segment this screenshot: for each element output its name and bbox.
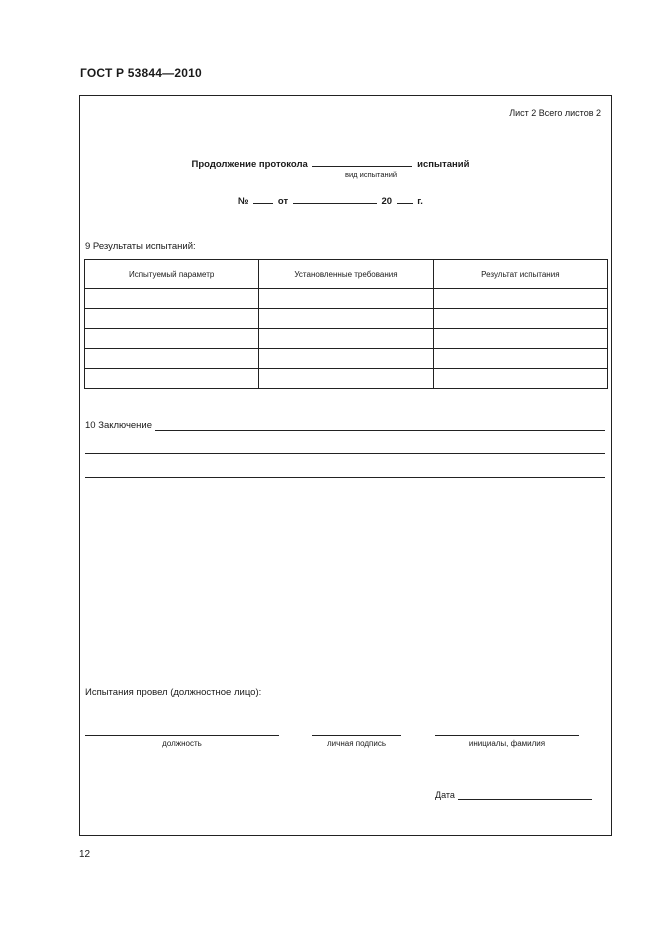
table-cell <box>433 369 607 389</box>
table-cell <box>259 309 433 329</box>
continuation-suffix: испытаний <box>417 159 470 170</box>
test-type-blank <box>312 157 412 167</box>
table-cell <box>85 289 259 309</box>
column-header: Результат испытания <box>433 260 607 289</box>
conducted-by-label: Испытания провел (должностное лицо): <box>85 687 262 698</box>
position-line <box>85 735 279 736</box>
section-10-conclusion <box>85 420 605 431</box>
table-cell <box>433 289 607 309</box>
table-cell <box>433 329 607 349</box>
results-table <box>84 259 608 389</box>
page-number: 12 <box>79 849 91 860</box>
signature-caption: личная подпись <box>327 739 386 748</box>
table-row <box>85 369 608 389</box>
date-label: Дата <box>435 790 455 800</box>
column-header: Испытуемый параметр <box>85 260 259 289</box>
date-field <box>435 790 592 800</box>
document-standard-header: ГОСТ Р 53844—2010 <box>80 66 202 80</box>
year-suffix: г. <box>417 196 423 207</box>
table-cell <box>259 289 433 309</box>
test-type-caption: вид испытаний <box>345 170 398 179</box>
conclusion-blank-2 <box>85 453 605 454</box>
section-10-title: 10 Заключение <box>85 420 153 431</box>
table-cell <box>85 309 259 329</box>
protocol-number-line <box>0 194 661 207</box>
date-blank <box>293 194 377 204</box>
results-header-row <box>85 260 608 289</box>
from-word: от <box>277 196 289 207</box>
table-cell <box>259 369 433 389</box>
position-caption: должность <box>162 739 202 748</box>
table-cell <box>85 369 259 389</box>
name-caption: инициалы, фамилия <box>468 739 546 748</box>
column-header: Установленные требования <box>259 260 433 289</box>
table-cell <box>85 329 259 349</box>
year-prefix: 20 <box>381 196 393 207</box>
table-cell <box>259 329 433 349</box>
table-cell <box>433 309 607 329</box>
table-cell <box>85 349 259 369</box>
table-row <box>85 289 608 309</box>
name-line <box>435 735 579 736</box>
protocol-continuation-line <box>0 157 661 170</box>
number-sign: № <box>238 196 249 207</box>
table-row <box>85 309 608 329</box>
section-9-title: 9 Результаты испытаний: <box>85 241 196 252</box>
continuation-prefix: Продолжение протокола <box>191 159 308 170</box>
date-blank <box>458 790 592 800</box>
conclusion-blank-3 <box>85 477 605 478</box>
signature-line <box>312 735 401 736</box>
sheet-info: Лист 2 Всего листов 2 <box>509 108 601 118</box>
conclusion-blank-1 <box>155 420 605 431</box>
table-cell <box>433 349 607 369</box>
table-row <box>85 329 608 349</box>
table-row <box>85 349 608 369</box>
number-blank <box>253 194 273 204</box>
table-cell <box>259 349 433 369</box>
year-blank <box>397 194 413 204</box>
